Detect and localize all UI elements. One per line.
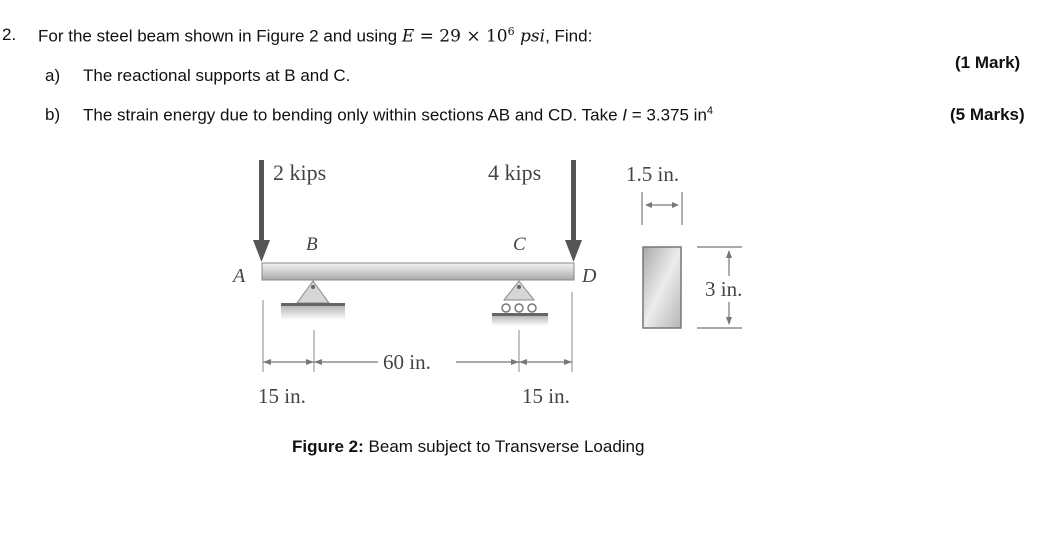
dim-mid-label: 60 in.: [383, 350, 431, 374]
part-a-letter: a): [45, 66, 61, 85]
cross-section: [643, 247, 681, 328]
point-b-label: B: [306, 234, 318, 255]
stem-suffix: , Find:: [545, 26, 593, 46]
pin-support-b: [281, 281, 345, 320]
caption-text: Beam subject to Transverse Loading: [363, 437, 645, 456]
part-a-text: The reactional supports at B and C.: [83, 66, 351, 85]
load-arrow-left: [253, 160, 270, 262]
section-height-label: 3 in.: [705, 277, 743, 301]
modulus-exponent: 6: [507, 25, 515, 38]
section-width-dimension: [642, 192, 682, 225]
stem-prefix: For the steel beam shown in Figure 2 and using: [38, 26, 402, 46]
dim-right-label: 15 in.: [522, 384, 570, 408]
inertia-value: = 3.375 in: [627, 105, 707, 125]
question-number: 2.: [2, 25, 17, 44]
load-arrow-right: [565, 160, 582, 262]
point-c-label: C: [513, 234, 526, 255]
modulus-value: = 29 × 10: [414, 26, 508, 47]
section-width-label: 1.5 in.: [626, 162, 680, 186]
modulus-variable: E: [401, 26, 415, 47]
beam: [262, 263, 574, 280]
inertia-exponent: 4: [706, 105, 714, 117]
figure-caption: [292, 437, 644, 457]
part-a-marks: (1 Mark): [955, 53, 1021, 72]
point-a-label: A: [233, 265, 246, 287]
modulus-unit: psi: [514, 26, 546, 47]
part-b-marks: (5 Marks): [950, 105, 1025, 124]
inertia-variable: I: [622, 105, 628, 125]
caption-label: Figure 2:: [292, 437, 364, 456]
load-left-label: 2 kips: [273, 160, 327, 185]
dim-left-label: 15 in.: [258, 384, 306, 408]
part-b-prefix: The strain energy due to bending only within sections AB and CD. Take: [83, 105, 623, 125]
roller-support-c: [492, 281, 548, 326]
point-d-label: D: [582, 265, 597, 287]
load-right-label: 4 kips: [488, 160, 542, 185]
part-b-letter: b): [45, 105, 61, 124]
